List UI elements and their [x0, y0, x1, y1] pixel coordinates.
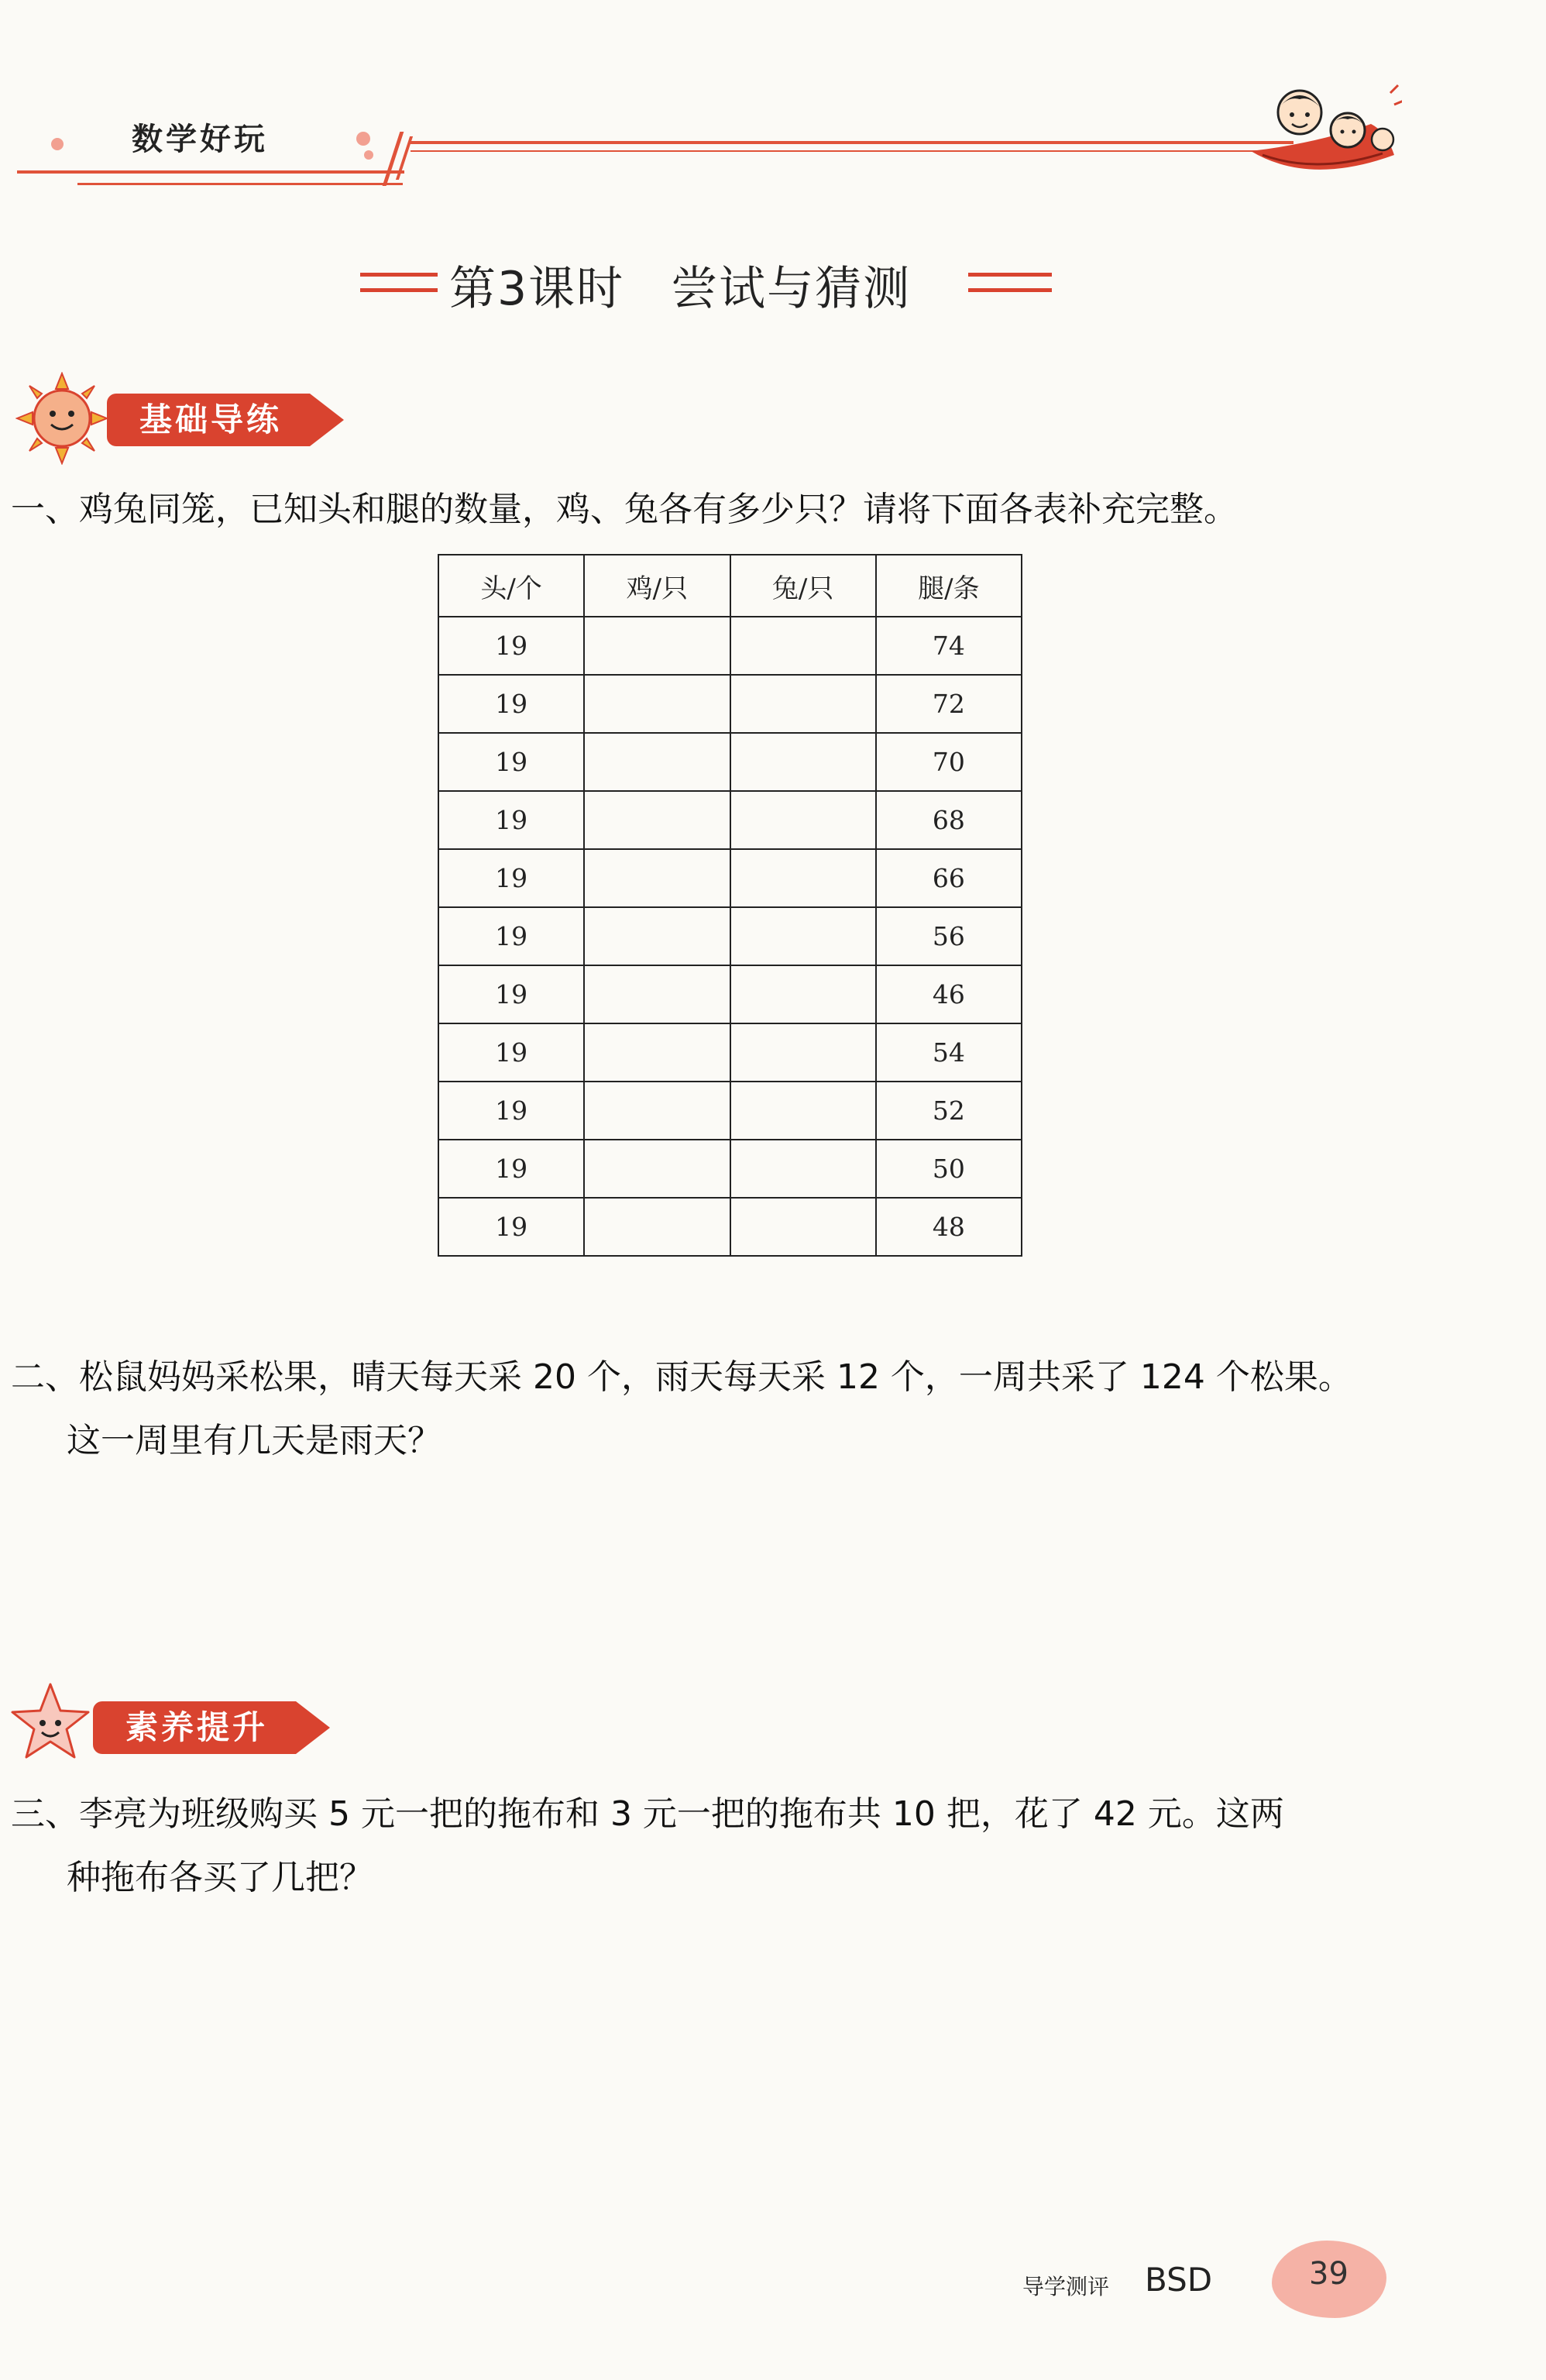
cell-heads: 19	[438, 791, 584, 849]
cell-rabbits[interactable]	[730, 675, 876, 733]
cell-chickens[interactable]	[584, 675, 730, 733]
lesson-title	[449, 252, 911, 318]
section-tag-basic: 基础导练	[107, 394, 310, 446]
cell-chickens[interactable]	[584, 849, 730, 907]
question-2: 二、松鼠妈妈采松果，晴天每天采 20 个，雨天每天采 12 个，一周共采了 124 个松果。	[11, 1357, 1352, 1397]
table-row	[438, 617, 1022, 675]
cell-rabbits[interactable]	[730, 791, 876, 849]
cell-rabbits[interactable]	[730, 1082, 876, 1140]
cell-heads: 19	[438, 617, 584, 675]
cell-heads: 19	[438, 907, 584, 965]
cell-legs: 50	[876, 1140, 1022, 1198]
sun-icon	[15, 372, 108, 465]
cell-chickens[interactable]	[584, 1140, 730, 1198]
col-header-rabbits: 兔/只	[730, 555, 876, 617]
cell-legs: 46	[876, 965, 1022, 1023]
header-rule-right	[411, 141, 1293, 144]
cell-rabbits[interactable]	[730, 1140, 876, 1198]
cell-legs: 74	[876, 617, 1022, 675]
section-tag-tip	[296, 1701, 330, 1754]
header-rule-top	[17, 170, 404, 174]
cell-chickens[interactable]	[584, 791, 730, 849]
cell-rabbits[interactable]	[730, 849, 876, 907]
table-row	[438, 1140, 1022, 1198]
question-3-cont: 种拖布各买了几把？	[67, 1858, 373, 1897]
kids-illustration	[1239, 77, 1402, 194]
table-row	[438, 1082, 1022, 1140]
col-header-heads: 头/个	[438, 555, 584, 617]
cell-legs: 66	[876, 849, 1022, 907]
header-rule-right-2	[411, 150, 1263, 152]
cell-heads: 19	[438, 733, 584, 791]
col-header-legs: 腿/条	[876, 555, 1022, 617]
cell-heads: 19	[438, 675, 584, 733]
table-row	[438, 849, 1022, 907]
cell-chickens[interactable]	[584, 1082, 730, 1140]
title-bar-left	[360, 273, 438, 277]
table-header-row	[438, 555, 1022, 617]
cell-legs: 56	[876, 907, 1022, 965]
footer-edition: BSD	[1145, 2261, 1213, 2299]
title-bar-left	[360, 288, 438, 292]
cell-legs: 54	[876, 1023, 1022, 1082]
header-dot	[364, 150, 373, 160]
cell-rabbits[interactable]	[730, 1023, 876, 1082]
question-3: 三、李亮为班级购买 5 元一把的拖布和 3 元一把的拖布共 10 把，花了 42 元。这两	[11, 1794, 1284, 1834]
lesson-name: 尝试与猜测	[671, 262, 912, 316]
series-title: 数学好玩	[132, 122, 268, 157]
header-dot	[356, 132, 370, 146]
table-row	[438, 965, 1022, 1023]
title-bar-right	[968, 273, 1052, 277]
table-row	[438, 907, 1022, 965]
table-row	[438, 1023, 1022, 1082]
cell-heads: 19	[438, 965, 584, 1023]
col-header-chickens: 鸡/只	[584, 555, 730, 617]
table-row	[438, 733, 1022, 791]
footer-series: 导学测评	[1022, 2274, 1110, 2299]
cell-heads: 19	[438, 1140, 584, 1198]
cell-heads: 19	[438, 1023, 584, 1082]
cell-rabbits[interactable]	[730, 617, 876, 675]
star-icon	[8, 1680, 93, 1765]
cell-heads: 19	[438, 1198, 584, 1256]
lesson-number: 第3课时	[449, 262, 625, 316]
table-row	[438, 791, 1022, 849]
cell-chickens[interactable]	[584, 1023, 730, 1082]
table-row	[438, 675, 1022, 733]
header-divider	[383, 132, 404, 186]
cell-chickens[interactable]	[584, 733, 730, 791]
section-tag-tip	[310, 394, 344, 446]
cell-heads: 19	[438, 849, 584, 907]
cell-rabbits[interactable]	[730, 907, 876, 965]
cell-chickens[interactable]	[584, 617, 730, 675]
page-number: 39	[1309, 2256, 1348, 2292]
header-dot	[51, 138, 64, 150]
cell-rabbits[interactable]	[730, 733, 876, 791]
cell-legs: 72	[876, 675, 1022, 733]
header-rule-bottom	[77, 183, 403, 185]
cell-rabbits[interactable]	[730, 1198, 876, 1256]
cell-chickens[interactable]	[584, 1198, 730, 1256]
cell-legs: 68	[876, 791, 1022, 849]
table-row	[438, 1198, 1022, 1256]
question-1: 一、鸡兔同笼，已知头和腿的数量，鸡、兔各有多少只？请将下面各表补充完整。	[11, 490, 1238, 529]
cell-rabbits[interactable]	[730, 965, 876, 1023]
question-2-cont: 这一周里有几天是雨天？	[67, 1421, 441, 1460]
cell-legs: 52	[876, 1082, 1022, 1140]
section-tag-advanced: 素养提升	[93, 1701, 296, 1754]
chicken-rabbit-table	[438, 554, 1022, 1257]
cell-chickens[interactable]	[584, 907, 730, 965]
cell-heads: 19	[438, 1082, 584, 1140]
title-bar-right	[968, 288, 1052, 292]
cell-chickens[interactable]	[584, 965, 730, 1023]
cell-legs: 48	[876, 1198, 1022, 1256]
cell-legs: 70	[876, 733, 1022, 791]
